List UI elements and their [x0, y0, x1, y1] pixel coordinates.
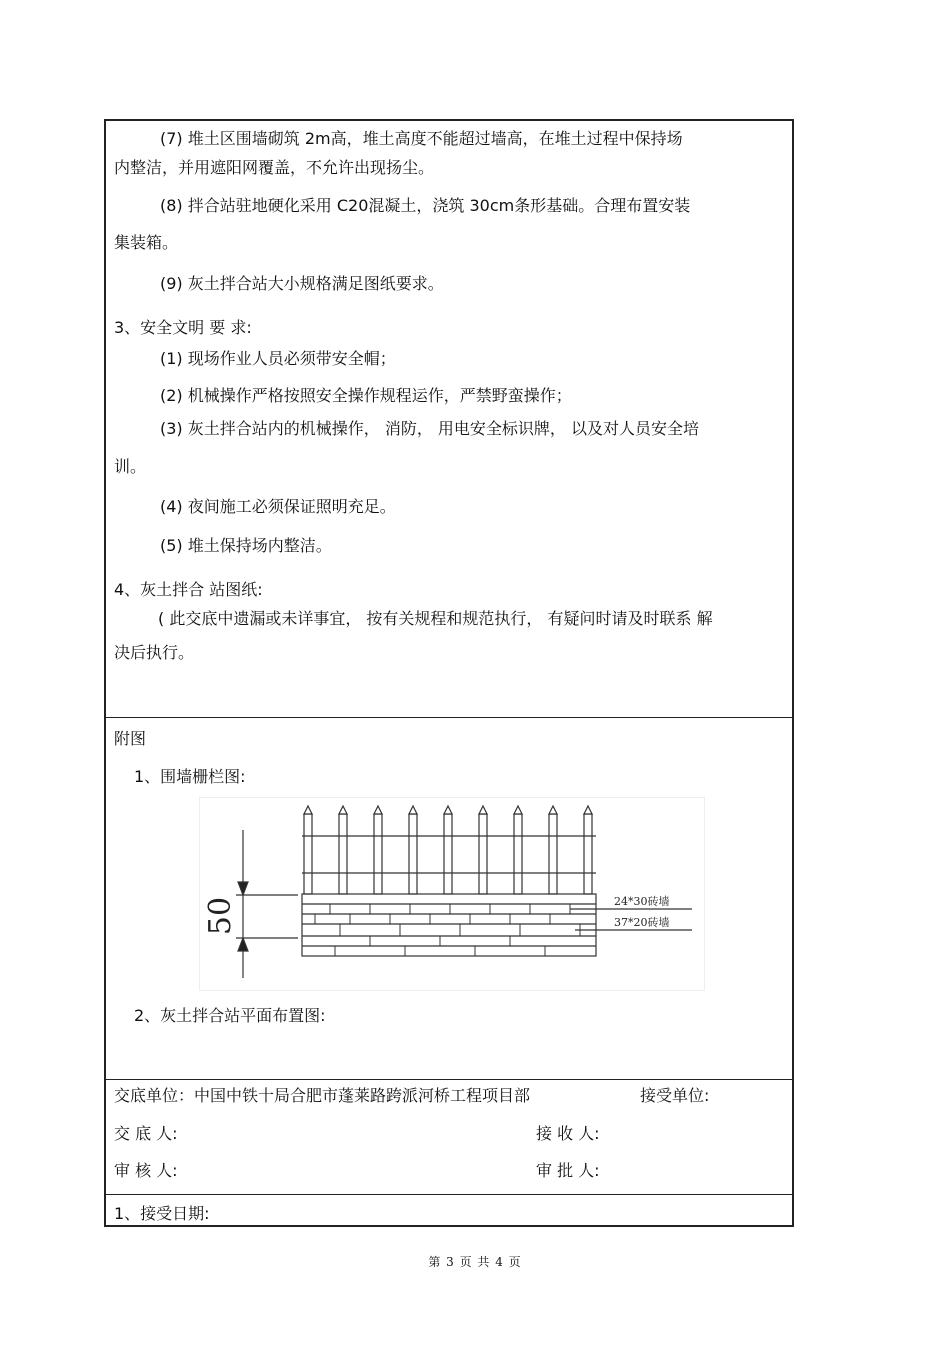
- divider-date: [106, 1194, 792, 1195]
- issuing-unit: 交底单位：中国中铁十局合肥市蓬莱路跨派河桥工程项目部: [114, 1086, 531, 1105]
- item-9: (9) 灰土拌合站大小规格满足图纸要求。: [160, 274, 444, 293]
- fence-drawing: [200, 798, 704, 990]
- dimension-label: 50: [203, 896, 238, 936]
- item-8-line1: (8) 拌合站驻地硬化采用 C20混凝土，浇筑 30cm条形基础。合理布置安装: [160, 196, 691, 215]
- item-7-line1: (7) 堆土区围墙砌筑 2m高，堆土高度不能超过墙高，在堆土过程中保持场: [160, 129, 683, 148]
- approver-label: 审 批 人:: [536, 1161, 600, 1180]
- divider-sign: [106, 1079, 792, 1080]
- section-3-title: 3、安全文明 要 求:: [114, 318, 252, 337]
- receive-date-label: 1、接受日期:: [114, 1204, 210, 1223]
- disclosure-table: [104, 119, 794, 1227]
- receiving-unit: 接受单位:: [640, 1086, 710, 1105]
- safety-item-4: (4) 夜间施工必须保证照明充足。: [160, 497, 396, 516]
- item-7-line2: 内整洁，并用遮阳网覆盖，不允许出现扬尘。: [114, 158, 435, 177]
- lower-wall-label: 37*20砖墙: [614, 916, 670, 929]
- figure-1-title: 1、围墙栅栏图:: [134, 767, 246, 786]
- upper-wall-label: 24*30砖墙: [614, 895, 670, 908]
- note-line2: 决后执行。: [114, 643, 195, 662]
- fence-posts: [304, 814, 592, 894]
- reviewer-label: 审 核 人:: [114, 1161, 178, 1180]
- figure-2-title: 2、灰土拌合站平面布置图:: [134, 1006, 326, 1025]
- safety-item-2: (2) 机械操作严格按照安全操作规程运作，严禁野蛮操作；: [160, 386, 572, 405]
- appendix-title: 附图: [114, 729, 147, 748]
- discloser-label: 交 底 人:: [114, 1124, 178, 1143]
- safety-item-1: (1) 现场作业人员必须带安全帽；: [160, 349, 396, 368]
- safety-item-3-line1: (3) 灰土拌合站内的机械操作， 消防， 用电安全标识牌， 以及对人员安全培: [160, 419, 700, 438]
- page-number: 第 3 页 共 4 页: [428, 1255, 522, 1269]
- divider-appendix: [106, 717, 792, 718]
- note-line1: ( 此交底中遗漏或未详事宜， 按有关规程和规范执行， 有疑问时请及时联系 解: [158, 609, 713, 628]
- section-4-title: 4、灰土拌合 站图纸:: [114, 580, 263, 599]
- recipient-label: 接 收 人:: [536, 1124, 600, 1143]
- fence-drawing-frame: [199, 797, 705, 991]
- safety-item-3-line2: 训。: [114, 457, 147, 476]
- item-8-line2: 集装箱。: [114, 233, 179, 252]
- safety-item-5: (5) 堆土保持场内整洁。: [160, 536, 332, 555]
